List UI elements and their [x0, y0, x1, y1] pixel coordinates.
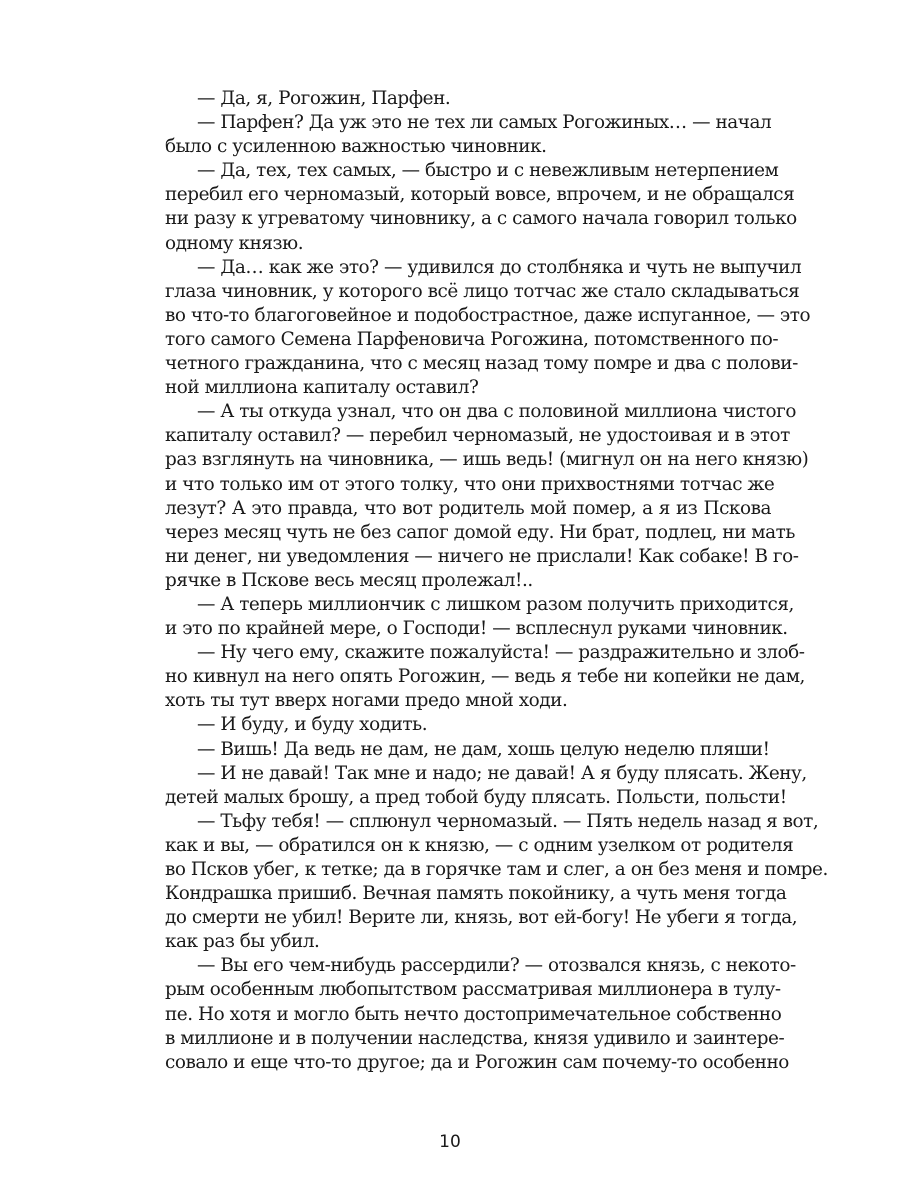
- page-number: 10: [439, 1132, 461, 1152]
- text-line: перебил его черномазый, который вовсе, впрочем, и не обращался: [165, 184, 795, 206]
- text-line: как и вы, — обратился он к князю, — с одним узелком от родителя: [165, 834, 794, 856]
- text-line: — И буду, и буду ходить.: [197, 714, 428, 736]
- text-line: Кондрашка пришиб. Вечная память покойнику, а чуть меня тогда: [165, 883, 787, 905]
- text-line: в миллионе и в получении наследства, князя удивило и заинтере-: [165, 1027, 785, 1049]
- paragraph: [165, 810, 828, 955]
- text-line: — Парфен? Да уж это не тех ли самых Рогожиных… — начал: [197, 112, 772, 134]
- text-line: того самого Семена Парфеновича Рогожина, потомственного по-: [165, 328, 779, 350]
- text-line: — Вы его чем-нибудь рассердили? — отозвался князь, с некото-: [197, 955, 796, 977]
- text-line: ной миллиона капиталу оставил?: [165, 377, 479, 399]
- paragraph: [165, 641, 805, 713]
- text-line: глаза чиновник, у которого всё лицо тотчас же стало складываться: [165, 280, 800, 302]
- text-line: — Вишь! Да ведь не дам, не дам, хошь целую неделю пляши!: [197, 738, 770, 760]
- text-line: до смерти не убил! Верите ли, князь, вот ей-богу! Не убеги я тогда,: [165, 907, 798, 929]
- text-line: — Тьфу тебя! — сплюнул черномазый. — Пять недель назад я вот,: [197, 810, 819, 832]
- paragraph: [165, 762, 807, 810]
- text-line: и что только им от этого толку, что они прихвостнями тотчас же: [165, 473, 775, 495]
- text-line: — А ты откуда узнал, что он два с половиной миллиона чистого: [197, 401, 796, 423]
- body-text: [165, 87, 828, 1075]
- paragraph: [165, 954, 796, 1074]
- text-line: детей малых брошу, а пред тобой буду плясать. Польсти, польсти!: [165, 786, 787, 808]
- text-line: но кивнул на него опять Рогожин, — ведь я тебе ни копейки не дам,: [165, 666, 805, 688]
- text-line: — Да, я, Рогожин, Парфен.: [197, 88, 451, 109]
- paragraph: [165, 256, 811, 401]
- text-line: четного гражданина, что с месяц назад тому помре и два с полови-: [165, 353, 798, 375]
- text-line: во Псков убег, к тетке; да в горячке там и слег, а он без меня и помре.: [165, 859, 828, 880]
- text-line: рячке в Пскове весь месяц пролежал!..: [165, 569, 533, 591]
- text-line: — И не давай! Так мне и надо; не давай! А я буду плясать. Жену,: [197, 762, 807, 784]
- text-line: через месяц чуть не без сапог домой еду. Ни брат, подлец, ни мать: [165, 521, 795, 543]
- text-line: лезут? А это правда, что вот родитель мой помер, а я из Пскова: [165, 497, 771, 519]
- text-line: совало и еще что-то другое; да и Рогожин сам почему-то особенно: [165, 1051, 789, 1073]
- text-line: во что-то благоговейное и подобострастное, даже испуганное, — это: [165, 304, 811, 326]
- text-line: хоть ты тут вверх ногами предо мной ходи.: [165, 690, 568, 712]
- text-line: — Да… как же это? — удивился до столбняка и чуть не выпучил: [197, 256, 802, 278]
- paragraph: [165, 738, 771, 762]
- paragraph: [165, 87, 771, 111]
- paragraph: [165, 593, 794, 641]
- text-line: ни денег, ни уведомления — ничего не прислали! Как собаке! В го-: [165, 545, 799, 567]
- text-line: как раз бы убил.: [165, 931, 320, 953]
- text-line: раз взглянуть на чиновника, — ишь ведь! (мигнул он на него князю): [165, 449, 809, 471]
- text-line: капиталу оставил? — перебил черномазый, не удостоивая и в этот: [165, 425, 790, 447]
- text-line: — Да, тех, тех самых, — быстро и с невежливым нетерпением: [197, 160, 779, 182]
- text-line: пе. Но хотя и могло быть нечто достопримечательное собственно: [165, 1003, 782, 1025]
- paragraph: [165, 400, 809, 593]
- text-line: одному князю.: [165, 232, 304, 254]
- text-line: ни разу к угреватому чиновнику, а с самого начала говорил только: [165, 208, 797, 230]
- paragraph: [165, 159, 797, 255]
- text-line: — А теперь миллиончик с лишком разом получить приходится,: [197, 593, 794, 615]
- paragraph: [165, 111, 771, 159]
- paragraph: [165, 713, 771, 737]
- text-line: — Ну чего ему, скажите пожалуйста! — раздражительно и злоб-: [197, 642, 805, 664]
- text-line: рым особенным любопытством рассматривая миллионера в тулу-: [165, 979, 781, 1001]
- text-line: и это по крайней мере, о Господи! — всплеснул руками чиновник.: [165, 618, 788, 640]
- text-line: было с усиленною важностью чиновник.: [165, 136, 547, 158]
